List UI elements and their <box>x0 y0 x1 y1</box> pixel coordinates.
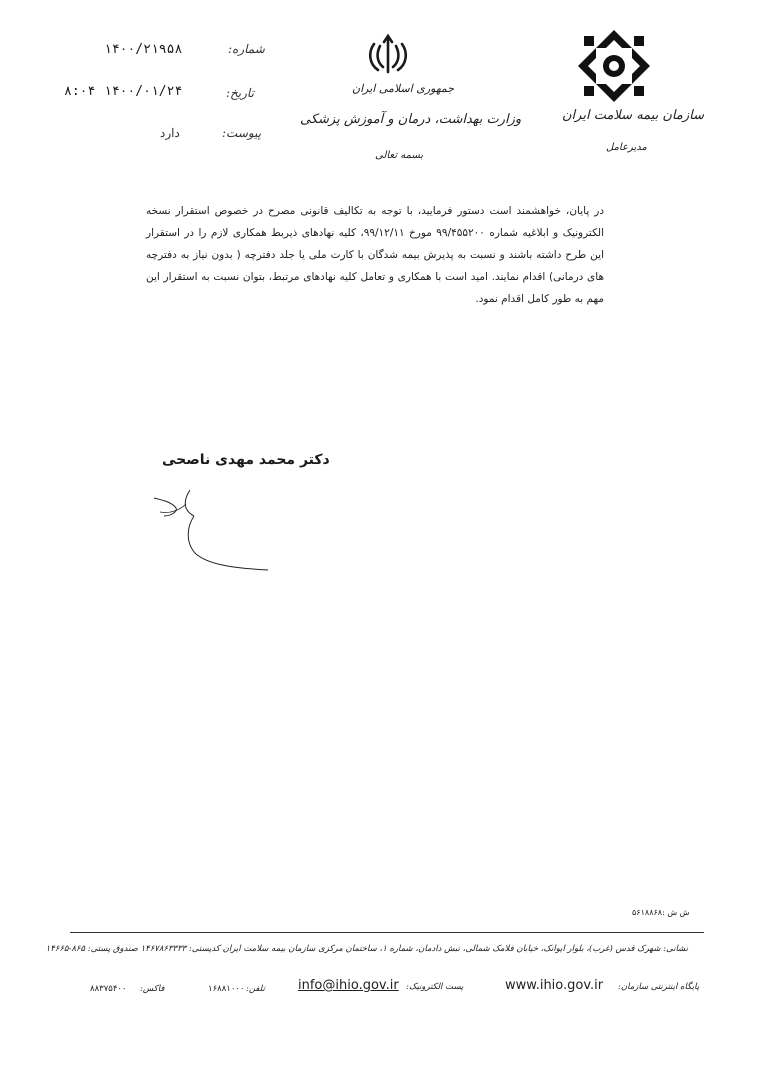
ihio-logo-icon <box>576 28 652 104</box>
signatory-name: دکتر محمد مهدی ناصحی <box>162 452 330 468</box>
letter-date: ۱۴۰۰/۰۱/۲۴ <box>104 84 183 99</box>
basmala-text: بسمه تعالی <box>375 150 424 161</box>
fax-label: فاکس: <box>140 984 165 994</box>
letter-body: در پایان، خواهشمند است دستور فرمایید، با توجه به تکالیف قانونی مصرح در خصوص استقرار نسخه الکترونیک و ابلاغیه شماره ۹۹/۴۵۵۲۰۰ مورخ ۹۹/۱۲/۱۱، کلیه نهادهای ذیربط همکاری لازم را در استقرار این طرح داشته باشند و نسبت به پذیرش بیمه شدگان با کارت ملی یا جلد دفترچه ( بدون نیاز به دفترچه های درمانی) اقدام نمایند. امید است با همکاری و تعامل کلیه نهادهای مرتبط، بتوان نسبت به استقرار این مهم به طور کامل اقدام نمود. <box>146 205 604 305</box>
org-subtitle: مدیرعامل <box>606 142 647 153</box>
letter-number: ۱۴۰۰/۲۱۹۵۸ <box>104 42 183 57</box>
iran-emblem-icon <box>364 30 412 78</box>
republic-text: جمهوری اسلامی ایران <box>352 82 455 95</box>
letter-date-label: تاریخ: <box>226 86 254 100</box>
fax-value: ۸۸۳۷۵۴۰۰ <box>90 984 127 994</box>
letter-number-label: شماره: <box>228 42 265 56</box>
org-name: سازمان بیمه سلامت ایران <box>562 108 704 123</box>
website-label: پایگاه اینترنتی سازمان: <box>618 982 700 992</box>
footer-divider <box>70 932 704 933</box>
letter-time: ۸:۰۴ <box>64 84 96 99</box>
website-link[interactable]: www.ihio.gov.ir <box>505 978 604 993</box>
footer-address: نشانی: شهرک قدس (غرب)، بلوار ایوانک، خیابان فلامک شمالی، نبش دادمان، شماره ۱، ساختمان مرکزی سازمان بیمه سلامت ایران کدپستی: ۱۴۶۷۸۶۳۳۳۳ صندوق پستی: ۸۶۵-۱۴۶۶۵ <box>45 944 688 954</box>
handwritten-signature <box>150 488 280 578</box>
ministry-text: وزارت بهداشت، درمان و آموزش پزشکی <box>300 112 522 127</box>
phone-value: ۱۶۸۸۱۰۰۰ <box>208 984 245 994</box>
email-label: پست الکترونیک: <box>406 982 464 992</box>
attachment-value: دارد <box>160 126 180 140</box>
attachment-label: پیوست: <box>222 126 262 140</box>
reference-code: ش ش :۵۶۱۸۸۶۸ <box>632 908 690 917</box>
email-link[interactable]: info@ihio.gov.ir <box>298 978 399 993</box>
phone-label: تلفن: <box>246 984 265 994</box>
